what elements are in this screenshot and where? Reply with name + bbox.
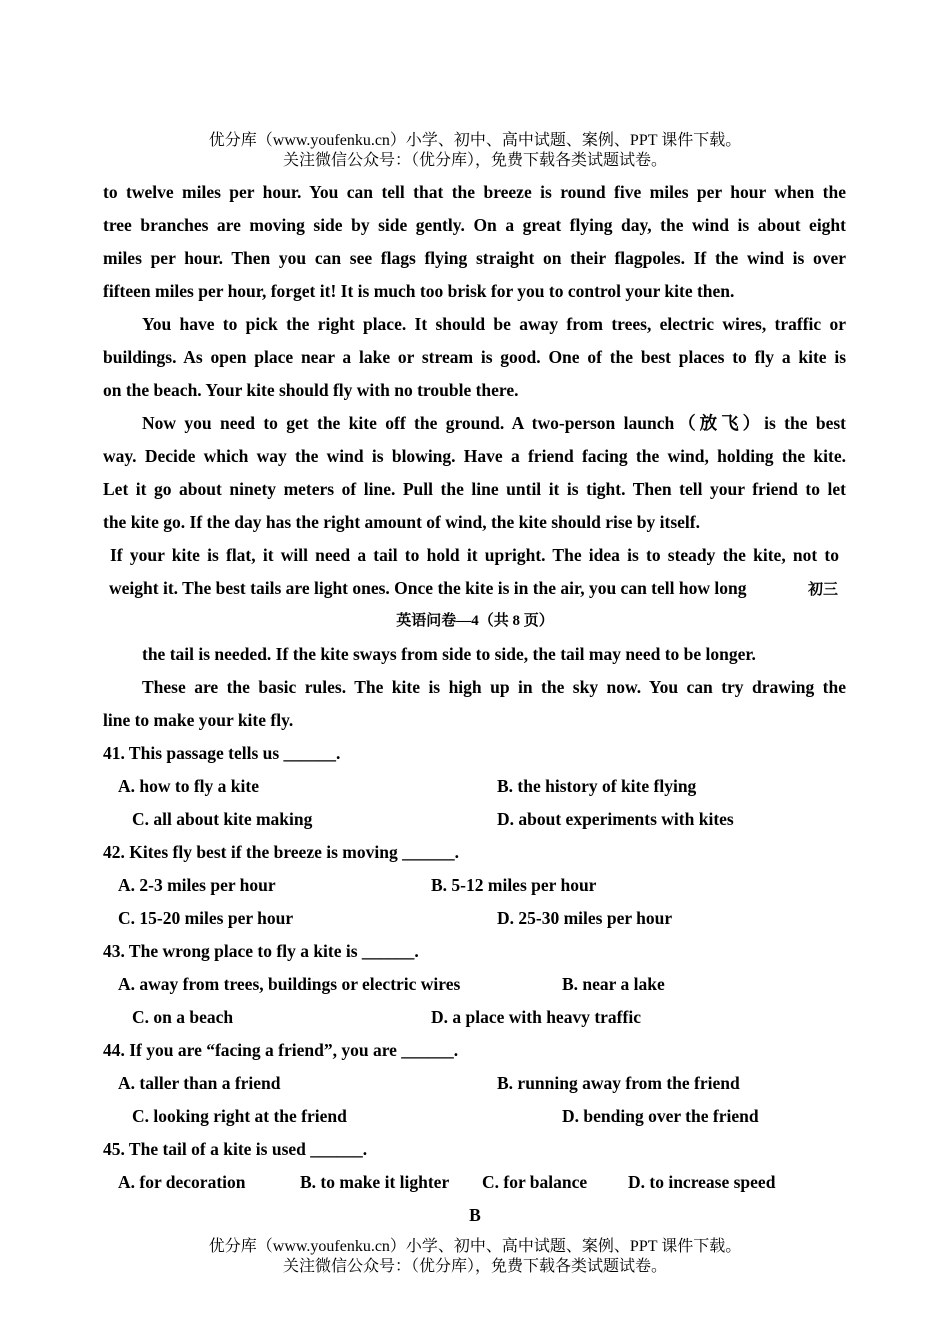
option-d: D. bending over the friend [562,1106,759,1126]
page-footer: 英语问卷—4（共 8 页） [396,613,554,629]
footer-line-2: 关注微信公众号：（优分库），免费下载各类试题试卷。 [282,1258,667,1275]
passage-line: If your kite is flat, it will need a tail to hold it upright. The idea is to steady the kite, not to [110,545,839,565]
passage-line: the kite go. If the day has the right amount of wind, the kite should rise by itself. [103,512,700,532]
page-footer-grade: 初三 [808,582,839,598]
question-stem: 43. The wrong place to fly a kite is ______. [103,941,419,961]
section-label: B [469,1205,481,1225]
option-d: D. about experiments with kites [497,809,734,829]
question-stem: 42. Kites fly best if the breeze is moving ______. [103,842,459,862]
option-a: A. for decoration [118,1172,246,1192]
option-c: C. on a beach [132,1007,234,1027]
header-line-2: 关注微信公众号：（优分库），免费下载各类试题试卷。 [282,152,667,169]
passage-line: fifteen miles per hour, forget it! It is much too brisk for you to control your kite then. [103,281,735,301]
passage-line [109,576,746,600]
option-c: C. for balance [482,1172,588,1192]
option-a: A. taller than a friend [118,1073,281,1093]
option-c: C. all about kite making [132,809,313,829]
passage-line: line to make your kite fly. [103,710,294,730]
option-c: C. 15-20 miles per hour [118,908,294,928]
option-b: B. near a lake [562,974,665,994]
passage-line: on the beach. Your kite should fly with no trouble there. [103,380,519,400]
option-a: A. 2-3 miles per hour [118,875,276,895]
passage-line: buildings. As open place near a lake or stream is good. One of the best places to fly a kite is [103,347,846,367]
passage-line: to twelve miles per hour. You can tell that the breeze is round five miles per hour when the [103,182,846,202]
option-a: A. how to fly a kite [118,776,259,796]
option-a: A. away from trees, buildings or electric wires [118,974,461,994]
passage-line: Now you need to get the kite off the ground. A two-person launch（放飞）is the best [142,413,846,433]
option-b: B. running away from the friend [497,1073,740,1093]
passage-line: Let it go about ninety meters of line. Pull the line until it is tight. Then tell your friend to let [103,479,846,499]
passage-line: the tail is needed. If the kite sways from side to side, the tail may need to be longer. [142,644,756,664]
passage-line: tree branches are moving side by side gently. On a great flying day, the wind is about eight [103,215,846,235]
option-b: B. 5-12 miles per hour [431,875,597,895]
footer-line-1: 优分库（www.youfenku.cn）小学、初中、高中试题、案例、PPT 课件下载。 [208,1238,742,1255]
passage-line: miles per hour. Then you can see flags flying straight on their flagpoles. If the wind is over [103,248,846,268]
option-b: B. to make it lighter [300,1172,450,1192]
option-d: D. to increase speed [628,1172,776,1192]
passage-line: way. Decide which way the wind is blowing. Have a friend facing the wind, holding the kite. [103,446,846,466]
passage-line: These are the basic rules. The kite is high up in the sky now. You can try drawing the [142,677,846,697]
option-d: D. 25-30 miles per hour [497,908,673,928]
passage-text: weight it. The best tails are light ones. Once the kite is in the air, you can tell how long [109,578,747,598]
question-stem: 41. This passage tells us ______. [103,743,341,763]
question-stem: 45. The tail of a kite is used ______. [103,1139,368,1159]
question-stem: 44. If you are “facing a friend”, you are ______. [103,1040,459,1060]
option-c: C. looking right at the friend [132,1106,347,1126]
option-b: B. the history of kite flying [497,776,697,796]
passage-line: You have to pick the right place. It should be away from trees, electric wires, traffic or [142,314,846,334]
header-line-1: 优分库（www.youfenku.cn）小学、初中、高中试题、案例、PPT 课件下载。 [208,132,742,149]
option-d: D. a place with heavy traffic [431,1007,641,1027]
